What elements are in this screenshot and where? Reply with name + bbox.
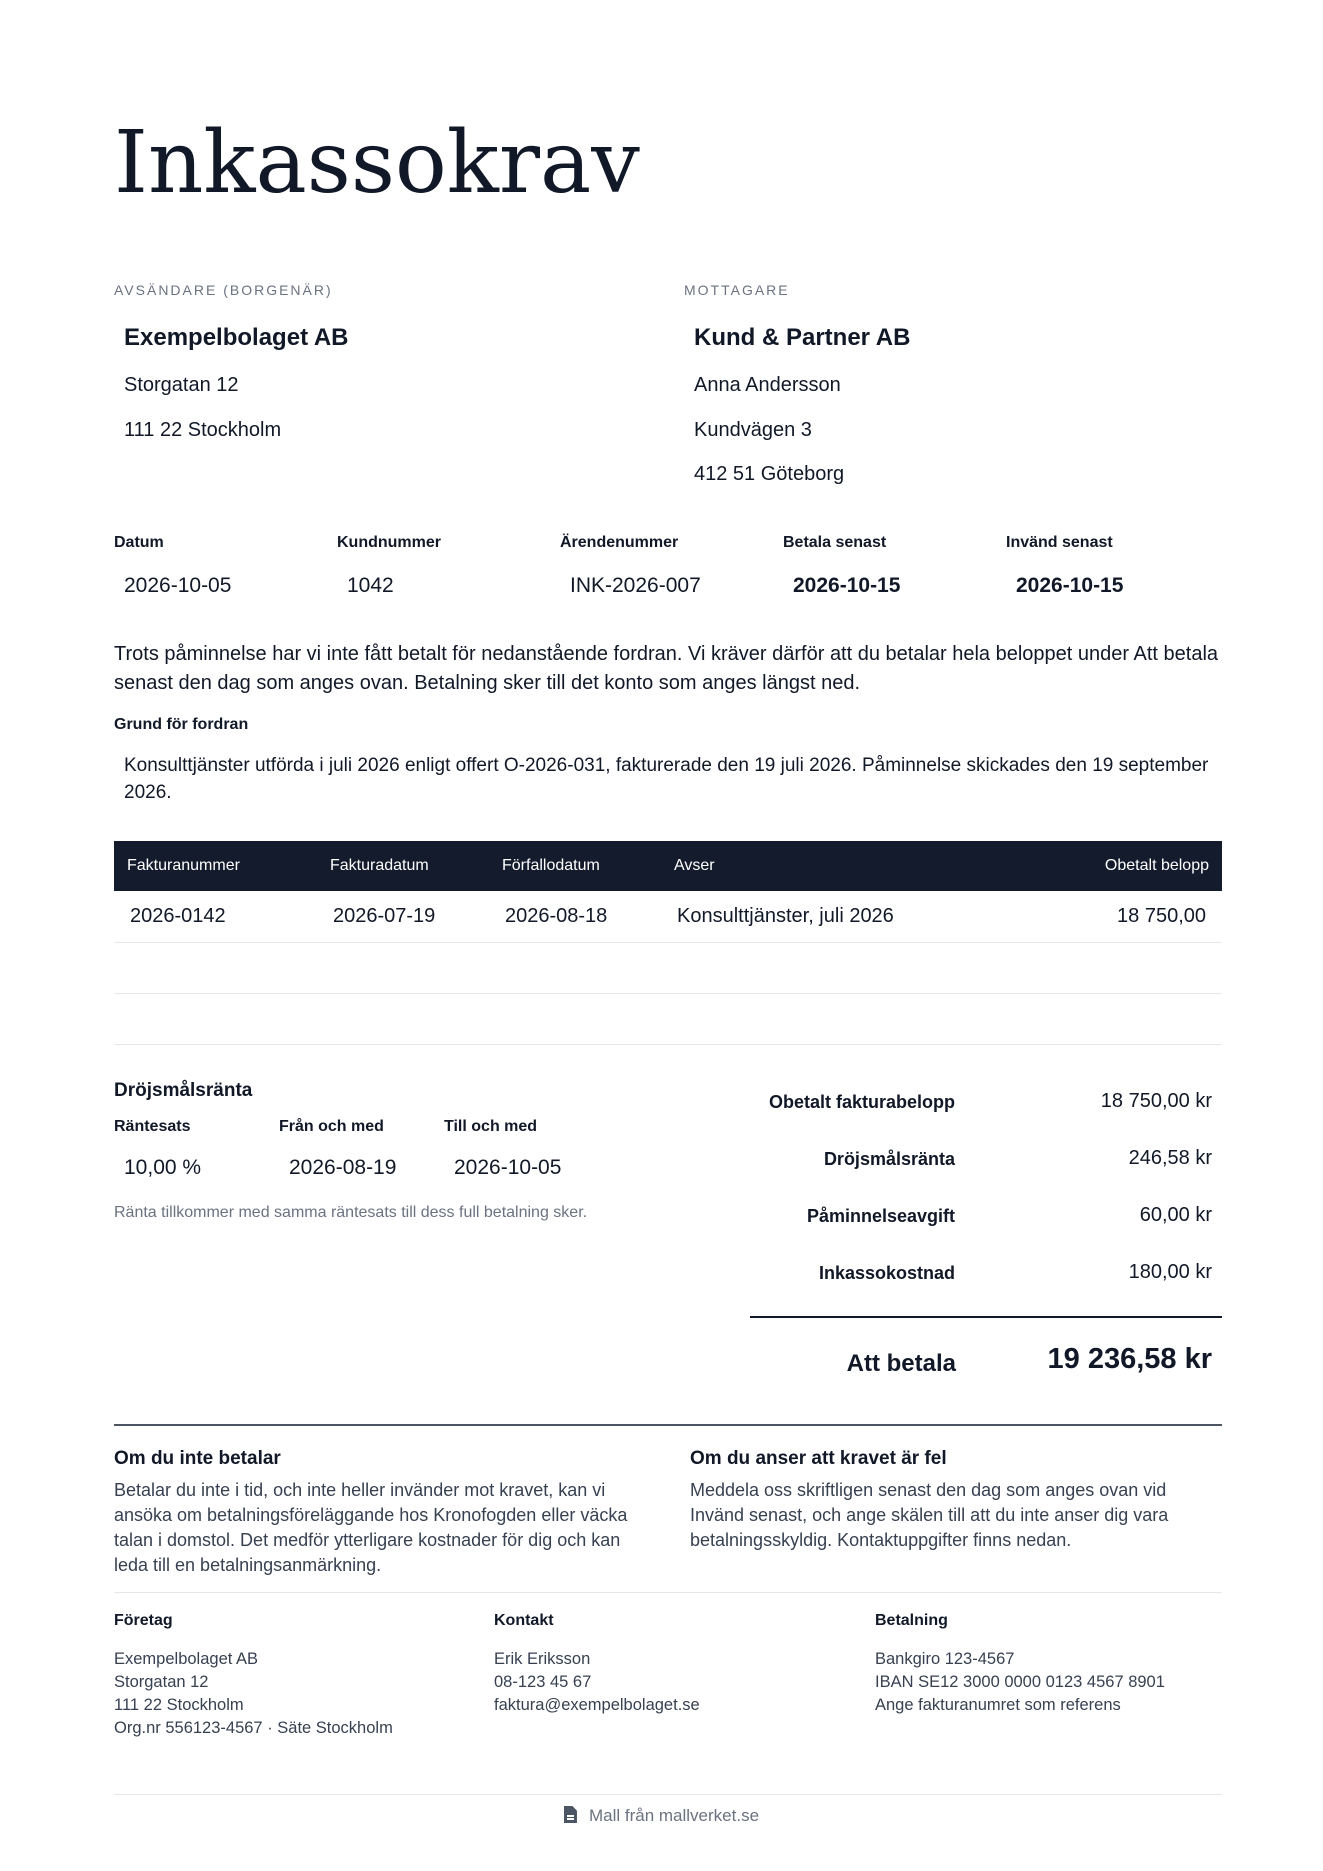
intro-text: Trots påminnelse har vi inte fått betalt för nedanstående fordran. Vi kräver därför att du betalar hela beloppet under Att betala senast den dag som anges ovan. Betalning sker till det konto som anges längst ned. (114, 643, 1219, 694)
info-dispute (690, 1448, 1210, 1553)
header-invoice-number: Fakturanummer (127, 857, 240, 874)
meta-value: INK-2026-007 (570, 574, 701, 597)
footer-company (114, 1612, 393, 1740)
footer-heading: Betalning (875, 1612, 948, 1629)
branding-divider (114, 1794, 1222, 1795)
interest-value: 10,00 % (124, 1156, 202, 1179)
meta-pay-by (783, 534, 901, 597)
reason-text: Konsulttjänster utförda i juli 2026 enligt offert O-2026-031, fakturerade den 19 juli 2026. Påminnelse skickades den 19 september 2026. (124, 755, 1209, 803)
invoice-table (114, 841, 1222, 1045)
meta-label: Datum (114, 534, 164, 551)
summary-label: Påminnelseavgift (806, 1206, 955, 1226)
interest-label: Från och med (279, 1118, 384, 1135)
meta-object-by (1006, 534, 1124, 597)
summary-value: 180,00 kr (1128, 1261, 1212, 1283)
footer-line: 111 22 Stockholm (114, 1696, 244, 1714)
recipient-street: Kundvägen 3 (694, 419, 812, 441)
meta-value: 2026-10-05 (124, 574, 232, 597)
footer-payment (875, 1612, 1165, 1717)
footer-email[interactable]: faktura@exempelbolaget.se (494, 1696, 700, 1714)
meta-label: Invänd senast (1006, 534, 1113, 551)
info-heading: Om du anser att kravet är fel (690, 1448, 947, 1469)
footer-line: 08-123 45 67 (494, 1673, 592, 1691)
header-unpaid-amount: Obetalt belopp (1104, 857, 1209, 874)
meta-row (114, 534, 1222, 604)
interest-heading: Dröjsmålsränta (114, 1080, 253, 1101)
branding-link[interactable]: Mall från mallverket.se (588, 1806, 760, 1825)
branding (0, 1806, 1323, 1826)
document-title: Inkassokrav (114, 113, 640, 213)
cell-invoice-date: 2026-07-19 (333, 905, 436, 927)
header-description: Avser (674, 857, 715, 874)
total-label: Att betala (846, 1350, 956, 1377)
meta-case-number (560, 534, 701, 597)
section-divider (114, 1424, 1222, 1426)
summary-value: 60,00 kr (1139, 1204, 1212, 1226)
recipient-city: 412 51 Göteborg (694, 463, 845, 485)
recipient-name: Kund & Partner AB (694, 324, 911, 351)
info-not-paying (114, 1448, 654, 1578)
info-heading: Om du inte betalar (114, 1448, 281, 1469)
info-text: Meddela oss skriftligen senast den dag som anges ovan vid Invänd senast, och ange skälen till att du inte anser dig vara betalningsskyldig. Kontaktuppgifter finns nedan. (690, 1480, 1169, 1550)
footer-line: Org.nr 556123-4567 · Säte Stockholm (114, 1719, 393, 1737)
footer-divider (114, 1592, 1222, 1593)
footer-line: Storgatan 12 (114, 1673, 209, 1691)
summary-value: 18 750,00 kr (1100, 1090, 1212, 1112)
meta-label: Ärendenummer (560, 534, 679, 551)
recipient-label: MOTTAGARE (684, 282, 790, 298)
meta-value: 1042 (347, 574, 394, 597)
footer-line: Ange fakturanumret som referens (875, 1696, 1121, 1714)
table-row-empty (114, 994, 1222, 1045)
sender-label: AVSÄNDARE (BORGENÄR) (114, 282, 333, 298)
footer-heading: Kontakt (494, 1612, 554, 1629)
total-value: 19 236,58 kr (1047, 1343, 1212, 1375)
interest-rate (114, 1118, 202, 1179)
meta-value: 2026-10-15 (793, 574, 901, 597)
footer-contact (494, 1612, 700, 1717)
summary-divider (750, 1316, 1222, 1318)
meta-label: Kundnummer (337, 534, 441, 551)
recipient-contact: Anna Andersson (694, 374, 841, 396)
interest-note: Ränta tillkommer med samma räntesats till dess full betalning sker. (114, 1204, 588, 1221)
interest-to (444, 1118, 562, 1179)
summary-label: Inkassokostnad (818, 1263, 955, 1283)
sender-name: Exempelbolaget AB (124, 324, 349, 351)
meta-label: Betala senast (783, 534, 887, 551)
footer-line: Erik Eriksson (494, 1650, 591, 1668)
sender-block (114, 282, 349, 441)
sender-city: 111 22 Stockholm (124, 419, 282, 441)
recipient-block (684, 282, 911, 485)
footer-line: IBAN SE12 3000 0000 0123 4567 8901 (875, 1673, 1165, 1691)
sender-street: Storgatan 12 (124, 374, 239, 396)
cell-description: Konsulttjänster, juli 2026 (677, 905, 894, 927)
meta-customer-number (337, 534, 441, 597)
table-row-empty (114, 943, 1222, 994)
interest-from (279, 1118, 397, 1179)
footer-heading: Företag (114, 1612, 173, 1629)
header-due-date: Förfallodatum (502, 857, 600, 874)
summary-label: Obetalt fakturabelopp (768, 1092, 955, 1112)
meta-date (114, 534, 232, 597)
summary-label: Dröjsmålsränta (823, 1149, 955, 1169)
footer-line: Bankgiro 123-4567 (875, 1650, 1015, 1668)
interest-label: Till och med (444, 1118, 538, 1135)
table-header (114, 841, 1222, 891)
cell-unpaid-amount: 18 750,00 (1117, 905, 1206, 927)
interest-label: Räntesats (114, 1118, 191, 1135)
document-icon (564, 1806, 577, 1823)
meta-value: 2026-10-15 (1016, 574, 1124, 597)
table-row (114, 891, 1222, 943)
reason-label: Grund för fordran (114, 716, 249, 733)
summary-value: 246,58 kr (1128, 1147, 1212, 1169)
footer-line: Exempelbolaget AB (114, 1650, 259, 1668)
header-invoice-date: Fakturadatum (330, 857, 429, 874)
info-text: Betalar du inte i tid, och inte heller invänder mot kravet, kan vi ansöka om betalningsföreläggande hos Kronofogden eller väcka talan i domstol. Det medför ytterligare kostnader för dig och kan leda till en betalningsanmärkning. (114, 1480, 628, 1575)
cell-invoice-number: 2026-0142 (130, 905, 226, 927)
interest-value: 2026-10-05 (454, 1156, 562, 1179)
interest-value: 2026-08-19 (289, 1156, 397, 1179)
cell-due-date: 2026-08-18 (505, 905, 608, 927)
